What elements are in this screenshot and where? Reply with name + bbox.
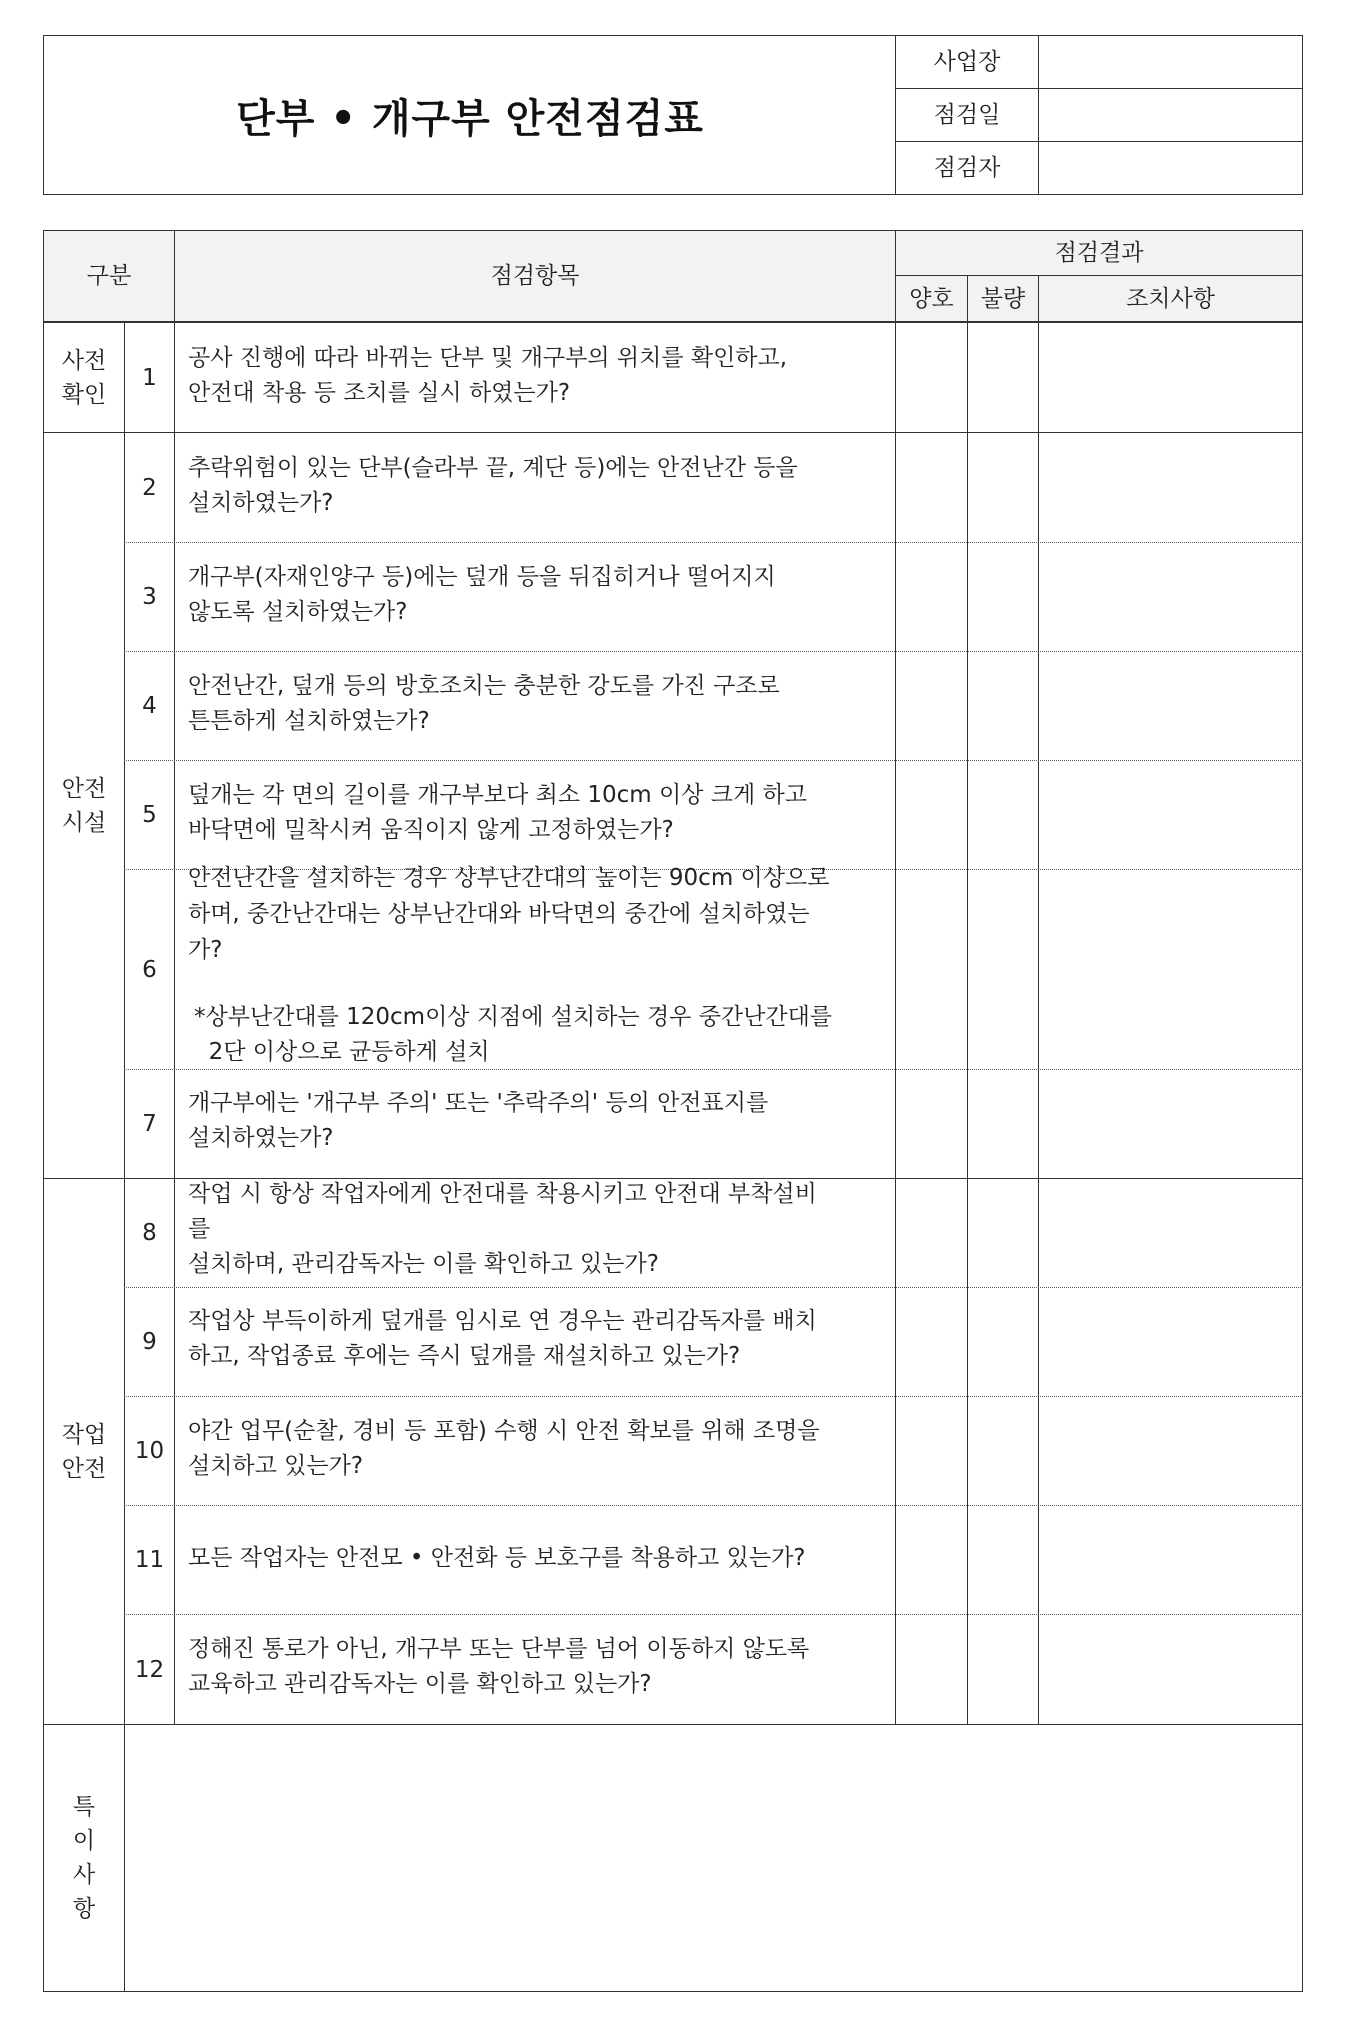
col-category-header: 구분 [86, 263, 132, 289]
check-item-text: 개구부에는 '개구부 주의' 또는 '추락주의' 등의 안전표지를 설치하였는가? [188, 1090, 769, 1151]
check-item-text: 안전난간을 설치하는 경우 상부난간대의 높이는 90cm 이상으로 하며, 중간난간대는 상부난간대와 바닥면의 중간에 설치하였는 가? [188, 865, 830, 963]
row-number: 7 [142, 1111, 157, 1137]
inspector-field[interactable] [1039, 142, 1302, 194]
row-number: 5 [142, 802, 157, 828]
row-number: 3 [142, 584, 157, 610]
site-field[interactable] [1039, 36, 1302, 88]
check-item-text: 덮개는 각 면의 길이를 개구부보다 최소 10cm 이상 크게 하고 바닥면에 밀착시켜 움직이지 않게 고정하였는가? [188, 782, 807, 843]
col-action-header: 조치사항 [1126, 285, 1215, 312]
check-item-text: 안전난간, 덮개 등의 방호조치는 충분한 강도를 가진 구조로 튼튼하게 설치하였는가? [188, 673, 780, 734]
check-item-text: 모든 작업자는 안전모 • 안전화 등 보호구를 착용하고 있는가? [188, 1545, 806, 1571]
check-item-text: 개구부(자재인양구 등)에는 덮개 등을 뒤집히거나 떨어지지 않도록 설치하였는가? [188, 564, 776, 625]
col-good-header: 양호 [909, 285, 954, 312]
inspector-label: 점검자 [933, 155, 1001, 181]
col-result-header: 점검결과 [1054, 240, 1144, 266]
row-number: 8 [142, 1220, 157, 1246]
row-number: 10 [134, 1438, 165, 1464]
row-number: 2 [142, 474, 157, 501]
site-label: 사업장 [933, 49, 1001, 75]
col-item-header: 점검항목 [490, 263, 580, 289]
check-item-note: *상부난간대를 120cm이상 지점에 설치하는 경우 중간난간대를 2단 이상으로 균등하게 설치 [194, 1004, 833, 1065]
result-action-cell[interactable] [1039, 323, 1302, 432]
page-title: 단부 • 개구부 안전점검표 [236, 95, 704, 142]
group-label-safety-facility: 안전 시설 [61, 775, 107, 836]
check-item-text: 정해진 통로가 아닌, 개구부 또는 단부를 넘어 이동하지 않도록 교육하고 관리감독자는 이를 확인하고 있는가? [188, 1636, 810, 1697]
group-label-pre-check: 사전 확인 [61, 347, 107, 408]
check-item-text: 작업 시 항상 작업자에게 안전대를 착용시키고 안전대 부착설비 를 설치하며, 관리감독자는 이를 확인하고 있는가? [188, 1181, 817, 1277]
group-label-work-safety: 작업 안전 [61, 1421, 107, 1482]
result-bad-cell[interactable] [968, 323, 1038, 432]
inspection-date-label: 점검일 [933, 102, 1001, 128]
col-bad-header: 불량 [980, 285, 1026, 312]
check-item-text: 작업상 부득이하게 덮개를 임시로 연 경우는 관리감독자를 배치 하고, 작업종료 후에는 즉시 덮개를 재설치하고 있는가? [188, 1308, 817, 1369]
row-number: 9 [142, 1329, 157, 1355]
remarks-label: 특 이 사 항 [72, 1794, 96, 1922]
row-number: 1 [142, 364, 157, 391]
row-number: 12 [134, 1656, 165, 1683]
row-number: 6 [142, 956, 157, 983]
remarks-field[interactable] [125, 1725, 1302, 1991]
check-item-text: 추락위험이 있는 단부(슬라부 끝, 계단 등)에는 안전난간 등을 설치하였는가? [188, 455, 798, 516]
row-number: 11 [134, 1547, 165, 1573]
result-good-cell[interactable] [896, 323, 967, 432]
inspection-date-field[interactable] [1039, 89, 1302, 141]
check-item-text: 야간 업무(순찰, 경비 등 포함) 수행 시 안전 확보를 위해 조명을 설치하고 있는가? [188, 1418, 820, 1479]
row-number: 4 [142, 693, 157, 719]
check-item-text: 공사 진행에 따라 바뀌는 단부 및 개구부의 위치를 확인하고, 안전대 착용 등 조치를 실시 하였는가? [188, 345, 788, 406]
